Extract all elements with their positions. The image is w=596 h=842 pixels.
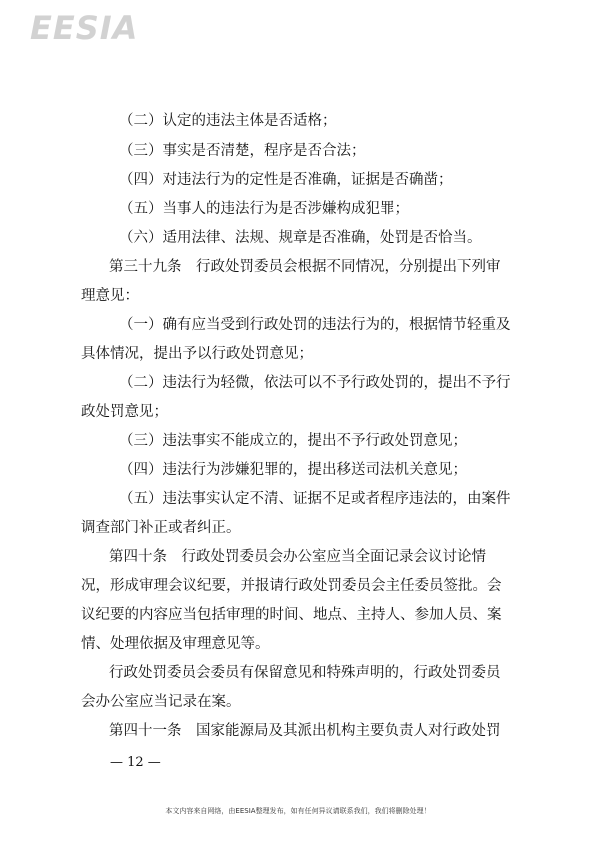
eesia-logo: EESIA bbox=[30, 9, 139, 47]
article-39-item-2-line-2: 政处罚意见； bbox=[81, 404, 168, 420]
watermark-notice: 本文内容来自网络，由EESIA整理发布，如有任何异议请联系我们，我们将删除处理！ bbox=[165, 807, 431, 815]
article-39-item-5-line-1: （五）违法事实认定不清、证据不足或者程序违法的，由案件 bbox=[119, 491, 511, 507]
clause-item-2: （二）认定的违法主体是否适格； bbox=[119, 113, 337, 129]
article-40-para-2-line-1: 行政处罚委员会委员有保留意见和特殊声明的，行政处罚委员 bbox=[109, 665, 501, 681]
article-40-line-4: 情、处理依据及审理意见等。 bbox=[81, 636, 270, 652]
page-number: — 12 — bbox=[110, 755, 161, 770]
article-39-item-4: （四）违法行为涉嫌犯罪的，提出移送司法机关意见； bbox=[119, 462, 467, 478]
article-40-line-3: 议纪要的内容应当包括审理的时间、地点、主持人、参加人员、案 bbox=[81, 607, 502, 623]
article-40-para-2-line-2: 会办公室应当记录在案。 bbox=[81, 694, 241, 710]
article-39-line-2: 理意见： bbox=[81, 288, 139, 304]
article-39-item-3: （三）违法事实不能成立的，提出不予行政处罚意见； bbox=[119, 433, 467, 449]
article-40-line-1: 第四十条 行政处罚委员会办公室应当全面记录会议讨论情 bbox=[109, 549, 486, 565]
clause-item-3: （三）事实是否清楚，程序是否合法； bbox=[119, 143, 366, 159]
article-39-item-2-line-1: （二）违法行为轻微，依法可以不予行政处罚的，提出不予行 bbox=[119, 375, 511, 391]
clause-item-5: （五）当事人的违法行为是否涉嫌构成犯罪； bbox=[119, 201, 409, 217]
article-39-item-5-line-2: 调查部门补正或者纠正。 bbox=[81, 520, 241, 536]
clause-item-6: （六）适用法律、法规、规章是否准确，处罚是否恰当。 bbox=[119, 230, 482, 246]
clause-item-4: （四）对违法行为的定性是否准确，证据是否确凿； bbox=[119, 172, 453, 188]
article-39-line-1: 第三十九条 行政处罚委员会根据不同情况，分别提出下列审 bbox=[109, 259, 501, 275]
article-41-line-1: 第四十一条 国家能源局及其派出机构主要负责人对行政处罚 bbox=[109, 723, 501, 739]
article-39-item-1-line-2: 具体情况，提出予以行政处罚意见； bbox=[81, 346, 313, 362]
article-39-item-1-line-1: （一）确有应当受到行政处罚的违法行为的，根据情节轻重及 bbox=[119, 317, 511, 333]
article-40-line-2: 况，形成审理会议纪要，并报请行政处罚委员会主任委员签批。会 bbox=[81, 578, 502, 594]
